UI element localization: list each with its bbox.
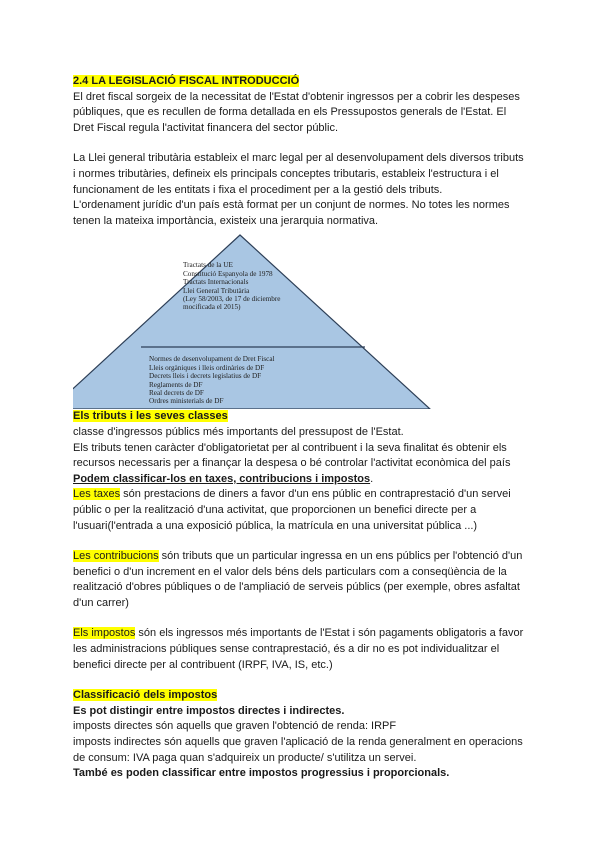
- text-line: les administracions públiques sense contraprestació, és a dir no es pot individualitzar el: [73, 643, 500, 656]
- intro-paragraph: [73, 90, 535, 137]
- text-line: d'un carrer): [73, 596, 129, 609]
- text-line: imposts directes són aquells que graven l'obtenció de renda: IRPF: [73, 720, 397, 733]
- text-line: classe d'ingressos públics més importants del pressupost de l'Estat.: [73, 425, 404, 438]
- hierarchy-pyramid: [73, 231, 535, 409]
- text-line: recursos necessaris per a finançar la despesa o bé controlar l'activitat econòmica del país: [73, 457, 511, 470]
- text-line: benefici o d'un increment en el valor dels béns dels particulars com a conseqüència de la: [73, 565, 507, 578]
- text-line: públic o per la realització d'una activitat, que proporcionen un benefici directe per a: [73, 503, 477, 516]
- contribucions-term: Les contribucions: [73, 550, 159, 563]
- norm-label: Tractats Internacionals: [183, 278, 249, 287]
- norm-label: Real decrets de DF: [149, 388, 204, 397]
- taxes-paragraph: Les taxes són prestacions de diners a favor d'un ens públic en contraprestació d'un servei públic o per la realització d'una activitat, que proporcionen un benefici directe per a l'usuari(l'entrada a una exposició pública, la matrícula en una universitat pública ...): [73, 487, 535, 534]
- tributs-heading: Els tributs i les seves classes: [73, 410, 228, 423]
- text-line: El dret fiscal sorgeix de la necessitat de l'Estat d'obtenir ingressos per a cobrir les despeses: [73, 90, 520, 103]
- classificacio-section: [73, 688, 535, 782]
- norm-label: Tractats de la UE: [183, 261, 233, 270]
- text-line: realització d'obres públiques o de l'ampliació de serveis públics (per exemple, obres asfaltat: [73, 581, 520, 594]
- contribucions-paragraph: Les contribucions són tributs que un particular ingressa en un ens públics per l'obtenció d'un benefici o d'un increment en el valor dels béns dels particulars com a conseqüència de la realització d'obres públiques o de l'ampliació de serveis públics (per exemple, obres asfaltat d'un carrer): [73, 549, 535, 611]
- pyramid-graphic: [73, 231, 535, 409]
- pyramid-bottom-level: [149, 355, 275, 405]
- llei-paragraph: [73, 151, 535, 229]
- document-page: [73, 74, 535, 782]
- classificacio-heading: Classificació dels impostos: [73, 689, 218, 702]
- classify-text: Podem classificar-los en taxes, contribucions i impostos: [73, 472, 371, 485]
- norm-label: Normes de desenvolupament de Dret Fiscal: [149, 355, 275, 364]
- text-line: La Llei general tributària estableix el marc legal per al desenvolupament dels diversos tributs: [73, 152, 524, 165]
- section-title: 2.4 LA LEGISLACIÓ FISCAL INTRODUCCIÓ: [73, 75, 300, 87]
- norm-label: Lleis orgàniques i lleis ordinàries de DF: [149, 363, 265, 372]
- norm-label: Llei General Tributària: [183, 286, 250, 295]
- pyramid-top-level: [183, 261, 280, 311]
- text-line: Els tributs tenen caràcter d'obligatorietat per al contribuent i la seva finalitat és obtenir els: [73, 441, 507, 454]
- classificacio-bold-end: També es poden classificar entre impostos progressius i proporcionals.: [73, 767, 450, 780]
- norm-label: Reglaments de DF: [149, 380, 203, 389]
- tributs-section: [73, 409, 535, 487]
- text-line: de consum: IVA paga quan s'adquireix un producte/ s'utilitza un servei.: [73, 751, 417, 764]
- norm-label: Decrets lleis i decrets legislatius de DF: [149, 372, 262, 381]
- text-line: benefici directe per al contribuent (IRPF, IVA, IS, etc.): [73, 658, 333, 671]
- text-line: L'ordenament jurídic d'un país està format per un conjunt de normes. No totes les normes: [73, 199, 510, 212]
- text-line: tenen la mateixa importància, existeix una jerarquia normativa.: [73, 214, 379, 227]
- classify-line: Podem classificar-los en taxes, contribucions i impostos.: [73, 472, 374, 485]
- text-line: públiques, que es recullen de forma detallada en els Pressupostos generals de l'Estat. El: [73, 106, 507, 119]
- classificacio-bold-line: Es pot distingir entre impostos directes i indirectes.: [73, 704, 345, 717]
- text-line: i normes tributàries, defineix els principals conceptes tributaris, estableix l'estructura i el: [73, 167, 499, 180]
- norm-label: mocificada el 2015): [183, 303, 241, 312]
- text-line: imposts indirectes són aquells que graven l'aplicació de la renda generalment en operacions: [73, 736, 523, 749]
- text-line: Dret Fiscal regula l'activitat financera del sector públic.: [73, 121, 338, 134]
- norm-label: Constitució Espanyola de 1978: [183, 269, 273, 278]
- taxes-term: Les taxes: [73, 488, 121, 501]
- impostos-paragraph: Els impostos són els ingressos més importants de l'Estat i són pagaments obligatoris a favor les administracions públiques sense contraprestació, és a dir no es pot individualitzar el benefici directe per al contribuent (IRPF, IVA, IS, etc.): [73, 626, 535, 673]
- impostos-term: Els impostos: [73, 627, 136, 640]
- norm-label: Ordres ministerials de DF: [149, 397, 224, 406]
- text-line: l'usuari(l'entrada a una exposició pública, la matrícula en una universitat pública ...): [73, 519, 478, 532]
- norm-label: (Ley 58/2003, de 17 de diciembre: [183, 294, 281, 303]
- text-line: funcionament de les entitats i fixa el procediment per a la gestió dels tributs.: [73, 183, 443, 196]
